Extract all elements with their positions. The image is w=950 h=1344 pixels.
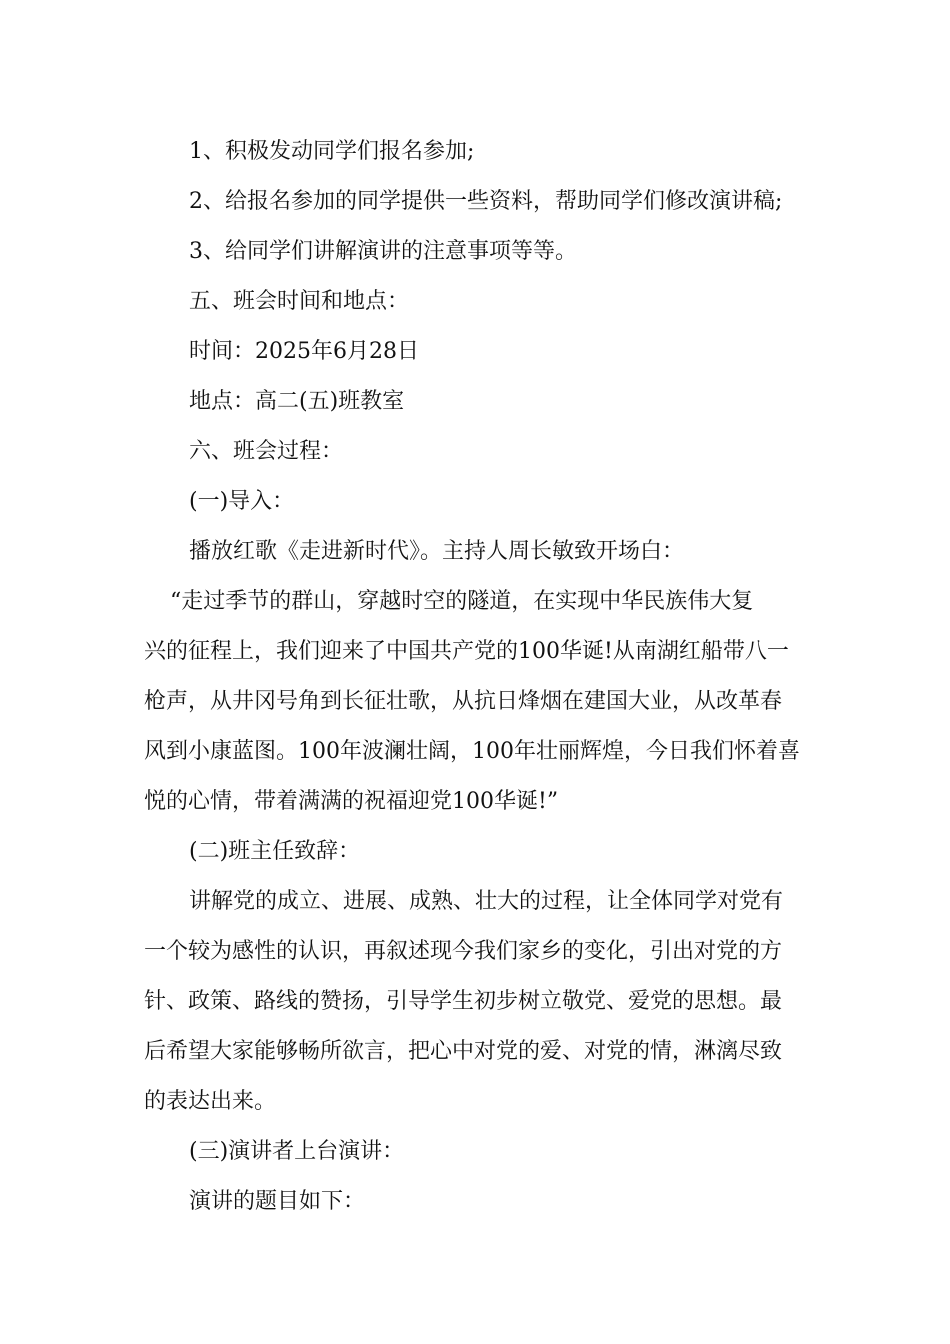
part-2-line-5: 的表达出来。: [144, 1089, 277, 1114]
part-2-line-4: 后希望大家能够畅所欲言，把心中对党的爱、对党的情，淋漓尽致: [144, 1039, 783, 1064]
quote-line-1: “走过季节的群山，穿越时空的隧道，在实现中华民族伟大复: [170, 589, 754, 614]
time-line: 时间：2025年6月28日: [189, 339, 419, 364]
part-1-intro: 播放红歌《走进新时代》。主持人周长敏致开场白：: [189, 539, 685, 564]
list-item-3: 3、给同学们讲解演讲的注意事项等等。: [189, 239, 577, 264]
part-2-line-1: 讲解党的成立、进展、成熟、壮大的过程，让全体同学对党有: [189, 889, 784, 914]
part-2-heading: (二)班主任致辞：: [189, 839, 361, 864]
quote-line-4: 风到小康蓝图。100年波澜壮阔，100年壮丽辉煌，今日我们怀着喜: [144, 739, 800, 764]
part-2-line-2: 一个较为感性的认识，再叙述现今我们家乡的变化，引出对党的方: [144, 939, 783, 964]
section-5-heading: 五、班会时间和地点：: [189, 289, 410, 314]
part-3-heading: (三)演讲者上台演讲：: [189, 1139, 405, 1164]
quote-line-2: 兴的征程上，我们迎来了中国共产党的100华诞!从南湖红船带八一: [144, 639, 789, 664]
quote-line-3: 枪声，从井冈号角到长征壮歌，从抗日烽烟在建国大业，从改革春: [144, 689, 783, 714]
part-3-intro: 演讲的题目如下：: [189, 1189, 366, 1214]
part-2-line-3: 针、政策、路线的赞扬，引导学生初步树立敬党、爱党的思想。最: [144, 989, 783, 1014]
list-item-2: 2、给报名参加的同学提供一些资料，帮助同学们修改演讲稿;: [189, 189, 783, 214]
quote-line-5: 悦的心情，带着满满的祝福迎党100华诞!”: [144, 789, 559, 814]
place-line: 地点：高二(五)班教室: [189, 389, 405, 414]
part-1-heading: (一)导入：: [189, 489, 295, 514]
section-6-heading: 六、班会过程：: [189, 439, 344, 464]
list-item-1: 1、积极发动同学们报名参加;: [189, 139, 475, 164]
